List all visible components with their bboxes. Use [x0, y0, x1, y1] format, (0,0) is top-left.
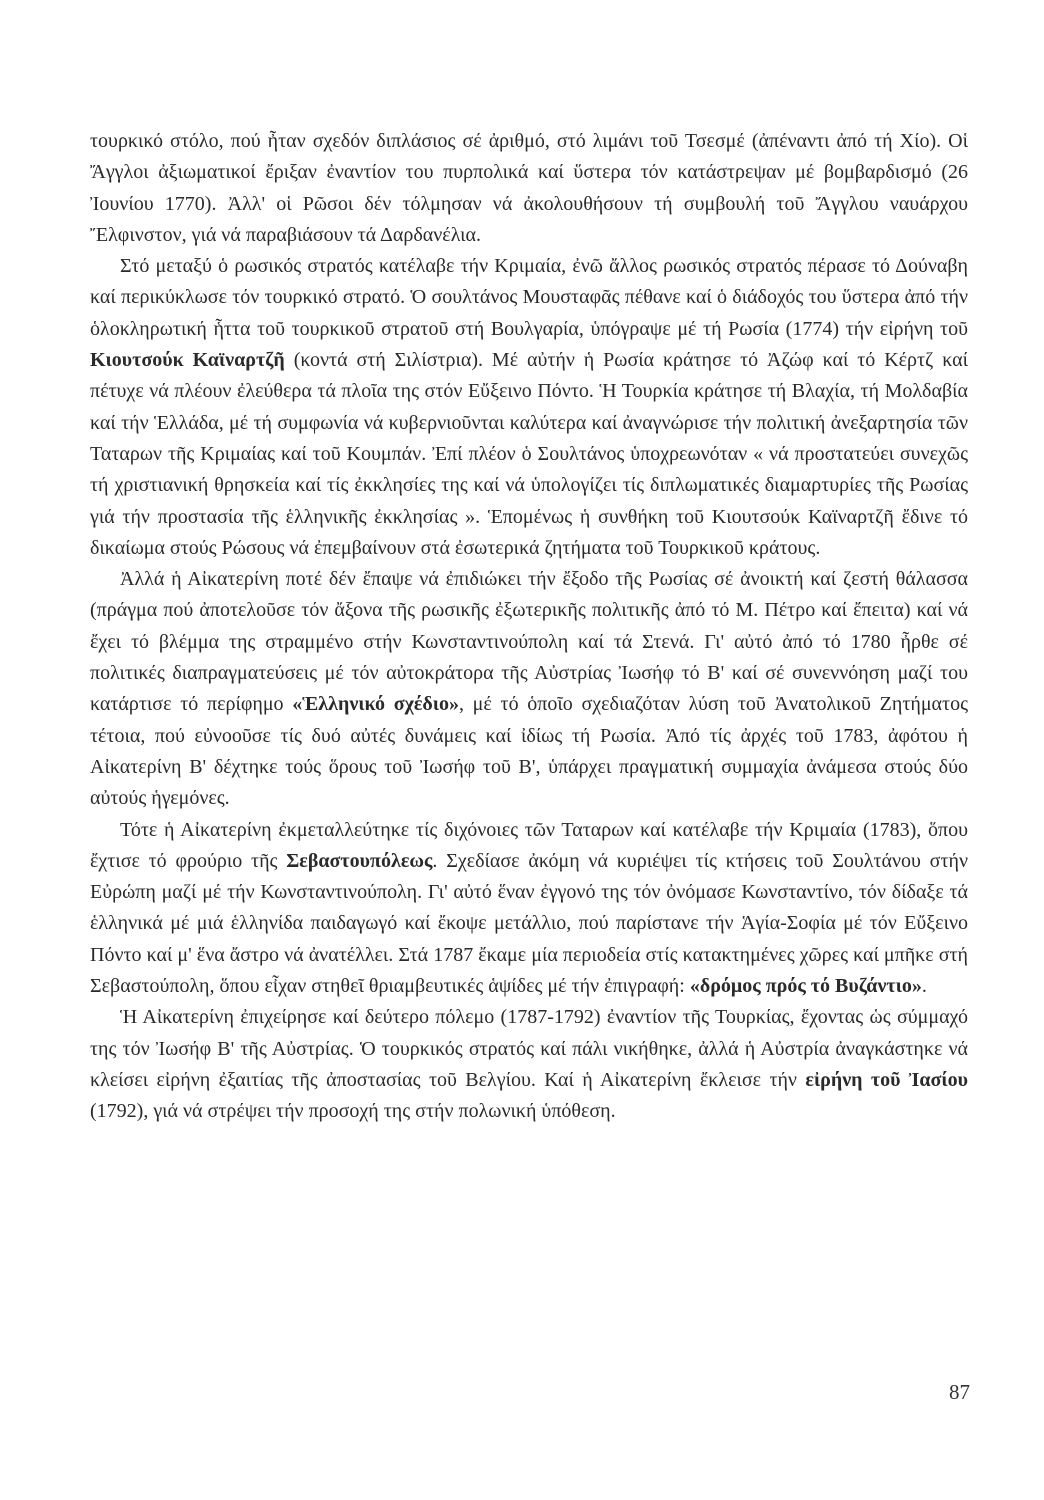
page-number: 87 — [949, 1380, 970, 1404]
text-run: . — [921, 975, 927, 998]
text-run: (1792), γιά νά στρέψει τήν προσοχή της στήν πολωνική ὑπόθεση. — [90, 1100, 616, 1123]
paragraph — [90, 126, 968, 251]
text-run: τουρκικό στόλο, πού ἦταν σχεδόν διπλάσιος σέ ἀριθμό, στό λιμάνι τοῦ Τσεσμέ (ἀπέναντι ἀπό τή Χίο). Οἱ Ἄγγλοι ἀξιωματικοί ἔριξαν ἐναντίον του πυρπολικά καί ὕστερα τόν κατάστρεψαν μέ βομβαρδισμό (26 Ἰουνίου 1770). Ἀλλ' οἱ Ρῶσοι δέν τόλμησαν νά ἀκολουθήσουν τή συμβουλή τοῦ Ἄγγλου ναυάρχου Ἔλφινστον, γιά νά παραβιάσουν τά Δαρδανέλια. — [90, 130, 968, 246]
bold-term: «Ἑλληνικό σχέδιο» — [292, 693, 459, 716]
body-text — [90, 126, 968, 1128]
text-run: Ἡ Αἰκατερίνη ἐπιχείρησε καί δεύτερο πόλεμο (1787-1792) ἐναντίον τῆς Τουρκίας, ἔχοντας ὡς σύμμαχό της τόν Ἰωσήφ Β' τῆς Αὐστρίας. Ὁ τουρκικός στρατός καί πάλι νικήθηκε, ἀλλά ἡ Αὐστρία ἀναγκάστηκε νά κλείσει εἰρήνη ἐξαιτίας τῆς ἀποστασίας τοῦ Βελγίου. Καί ἡ Αἰκατερίνη ἔκλεισε τήν — [90, 1006, 968, 1091]
paragraph — [90, 815, 968, 1003]
paragraph — [90, 251, 968, 564]
bold-term: «δρόμος πρός τό Βυζάντιο» — [689, 975, 922, 998]
bold-term: εἰρήνη τοῦ Ἰασίου — [805, 1068, 968, 1091]
bold-term: Σεβαστουπόλεως — [286, 849, 433, 872]
bold-term: Κιουτσούκ Καϊναρτζῆ — [90, 349, 285, 372]
paragraph — [90, 1002, 968, 1127]
paragraph — [90, 564, 968, 814]
text-run: Τότε ἡ Αἰκατερίνη ἐκμεταλλεύτηκε τίς διχόνοιες τῶν Ταταρων καί κατέλαβε τήν Κριμαία (1783), ὅπου ἔχτισε τό φρούριο τῆς — [90, 818, 968, 872]
text-run: , μέ τό ὁποῖο σχεδιαζόταν λύση τοῦ Ἀνατολικοῦ Ζητήματος τέτοια, πού εὐνοοῦσε τίς δυό αὐτές δυνάμεις καί ἰδίως τή Ρωσία. Ἀπό τίς ἀρχές τοῦ 1783, ἀφότου ἡ Αἰκατερίνη Β' δέχτηκε τούς ὅρους τοῦ Ἰωσήφ τοῦ Β', ὑπάρχει πραγματική συμμαχία ἀνάμεσα στούς δύο αὐτούς ἡγεμόνες. — [90, 693, 968, 810]
text-run: Στό μεταξύ ὁ ρωσικός στρατός κατέλαβε τήν Κριμαία, ἐνῶ ἄλλος ρωσικός στρατός πέρασε τό Δούναβη καί περικύκλωσε τόν τουρκικό στρατό. Ὁ σουλτάνος Μουσταφᾶς πέθανε καί ὁ διάδοχός του ὕστερα ἀπό τήν ὁλοκληρωτική ἧττα τοῦ τουρκικοῦ στρατοῦ στή Βουλγαρία, ὑπόγραψε μέ τή Ρωσία (1774) τήν εἰρήνη τοῦ — [90, 255, 968, 340]
text-run: . Σχεδίασε ἀκόμη νά κυριέψει τίς κτήσεις τοῦ Σουλτάνου στήν Εὐρώπη μαζί μέ τήν Κωνσταντινούπολη. Γι' αὐτό ἕναν ἐγγονό της τόν ὀνόμασε Κωνσταντίνο, τόν δίδαξε τά ἑλληνικά μέ μιά ἑλληνίδα παιδαγωγό καί ἔκοψε μετάλλιο, πού παρίστανε τήν Ἁγία-Σοφία μέ τόν Εὔξεινο Πόντο καί μ' ἕνα ἄστρο νά ἀνατέλλει. Στά 1787 ἔκαμε μία περιοδεία στίς κατακτημένες χῶρες καί μπῆκε στή Σεβαστούπολη, ὅπου εἶχαν στηθεῖ θριαμβευτικές ἁψίδες μέ τήν ἐπιγραφή: — [90, 849, 969, 998]
text-run: (κοντά στή Σιλίστρια). Μέ αὐτήν ἡ Ρωσία κράτησε τό Ἀζώφ καί τό Κέρτζ καί πέτυχε νά πλέουν ἐλεύθερα τά πλοῖα της στόν Εὔξεινο Πόντο. Ἡ Τουρκία κράτησε τή Βλαχία, τή Μολδαβία καί τήν Ἑλλάδα, μέ τή συμφωνία νά κυβερνιοῦνται καλύτερα καί ἀναγνώρισε τήν πολιτική ἀνεξαρτησία τῶν Ταταρων τῆς Κριμαίας καί τοῦ Κουμπάν. Ἐπί πλέον ὁ Σουλτάνος ὑποχρεωνόταν « νά προστατεύει συνεχῶς τή χριστιανική θρησκεία καί τίς ἐκκλησίες της καί νά ὑπολογίζει τίς διπλωματικές διαμαρτυρίες τῆς Ρωσίας γιά τήν προστασία τῆς ἑλληνικῆς ἐκκλησίας ». Ἑπομένως ἡ συνθήκη τοῦ Κιουτσούκ Καϊναρτζῆ ἔδινε τό δικαίωμα στούς Ρώσους νά ἐπεμβαίνουν στά ἐσωτερικά ζητήματα τοῦ Τουρκικοῦ κράτους. — [90, 349, 968, 559]
text-run: Ἀλλά ἡ Αἰκατερίνη ποτέ δέν ἔπαψε νά ἐπιδιώκει τήν ἔξοδο τῆς Ρωσίας σέ ἀνοικτή καί ζεστή θάλασσα (πράγμα πού ἀποτελοῦσε τόν ἄξονα τῆς ρωσικῆς ἐξωτερικῆς πολιτικῆς ἀπό τό Μ. Πέτρο καί ἔπειτα) καί νά ἔχει τό βλέμμα της στραμμένο στήν Κωνσταντινούπολη καί τά Στενά. Γι' αὐτό ἀπό τό 1780 ἦρθε σέ πολιτικές διαπραγματεύσεις μέ τόν αὐτοκράτορα τῆς Αὐστρίας Ἰωσήφ τό Β' καί σέ συνεννόηση μαζί του κατάρτισε τό περίφημο — [90, 568, 968, 716]
